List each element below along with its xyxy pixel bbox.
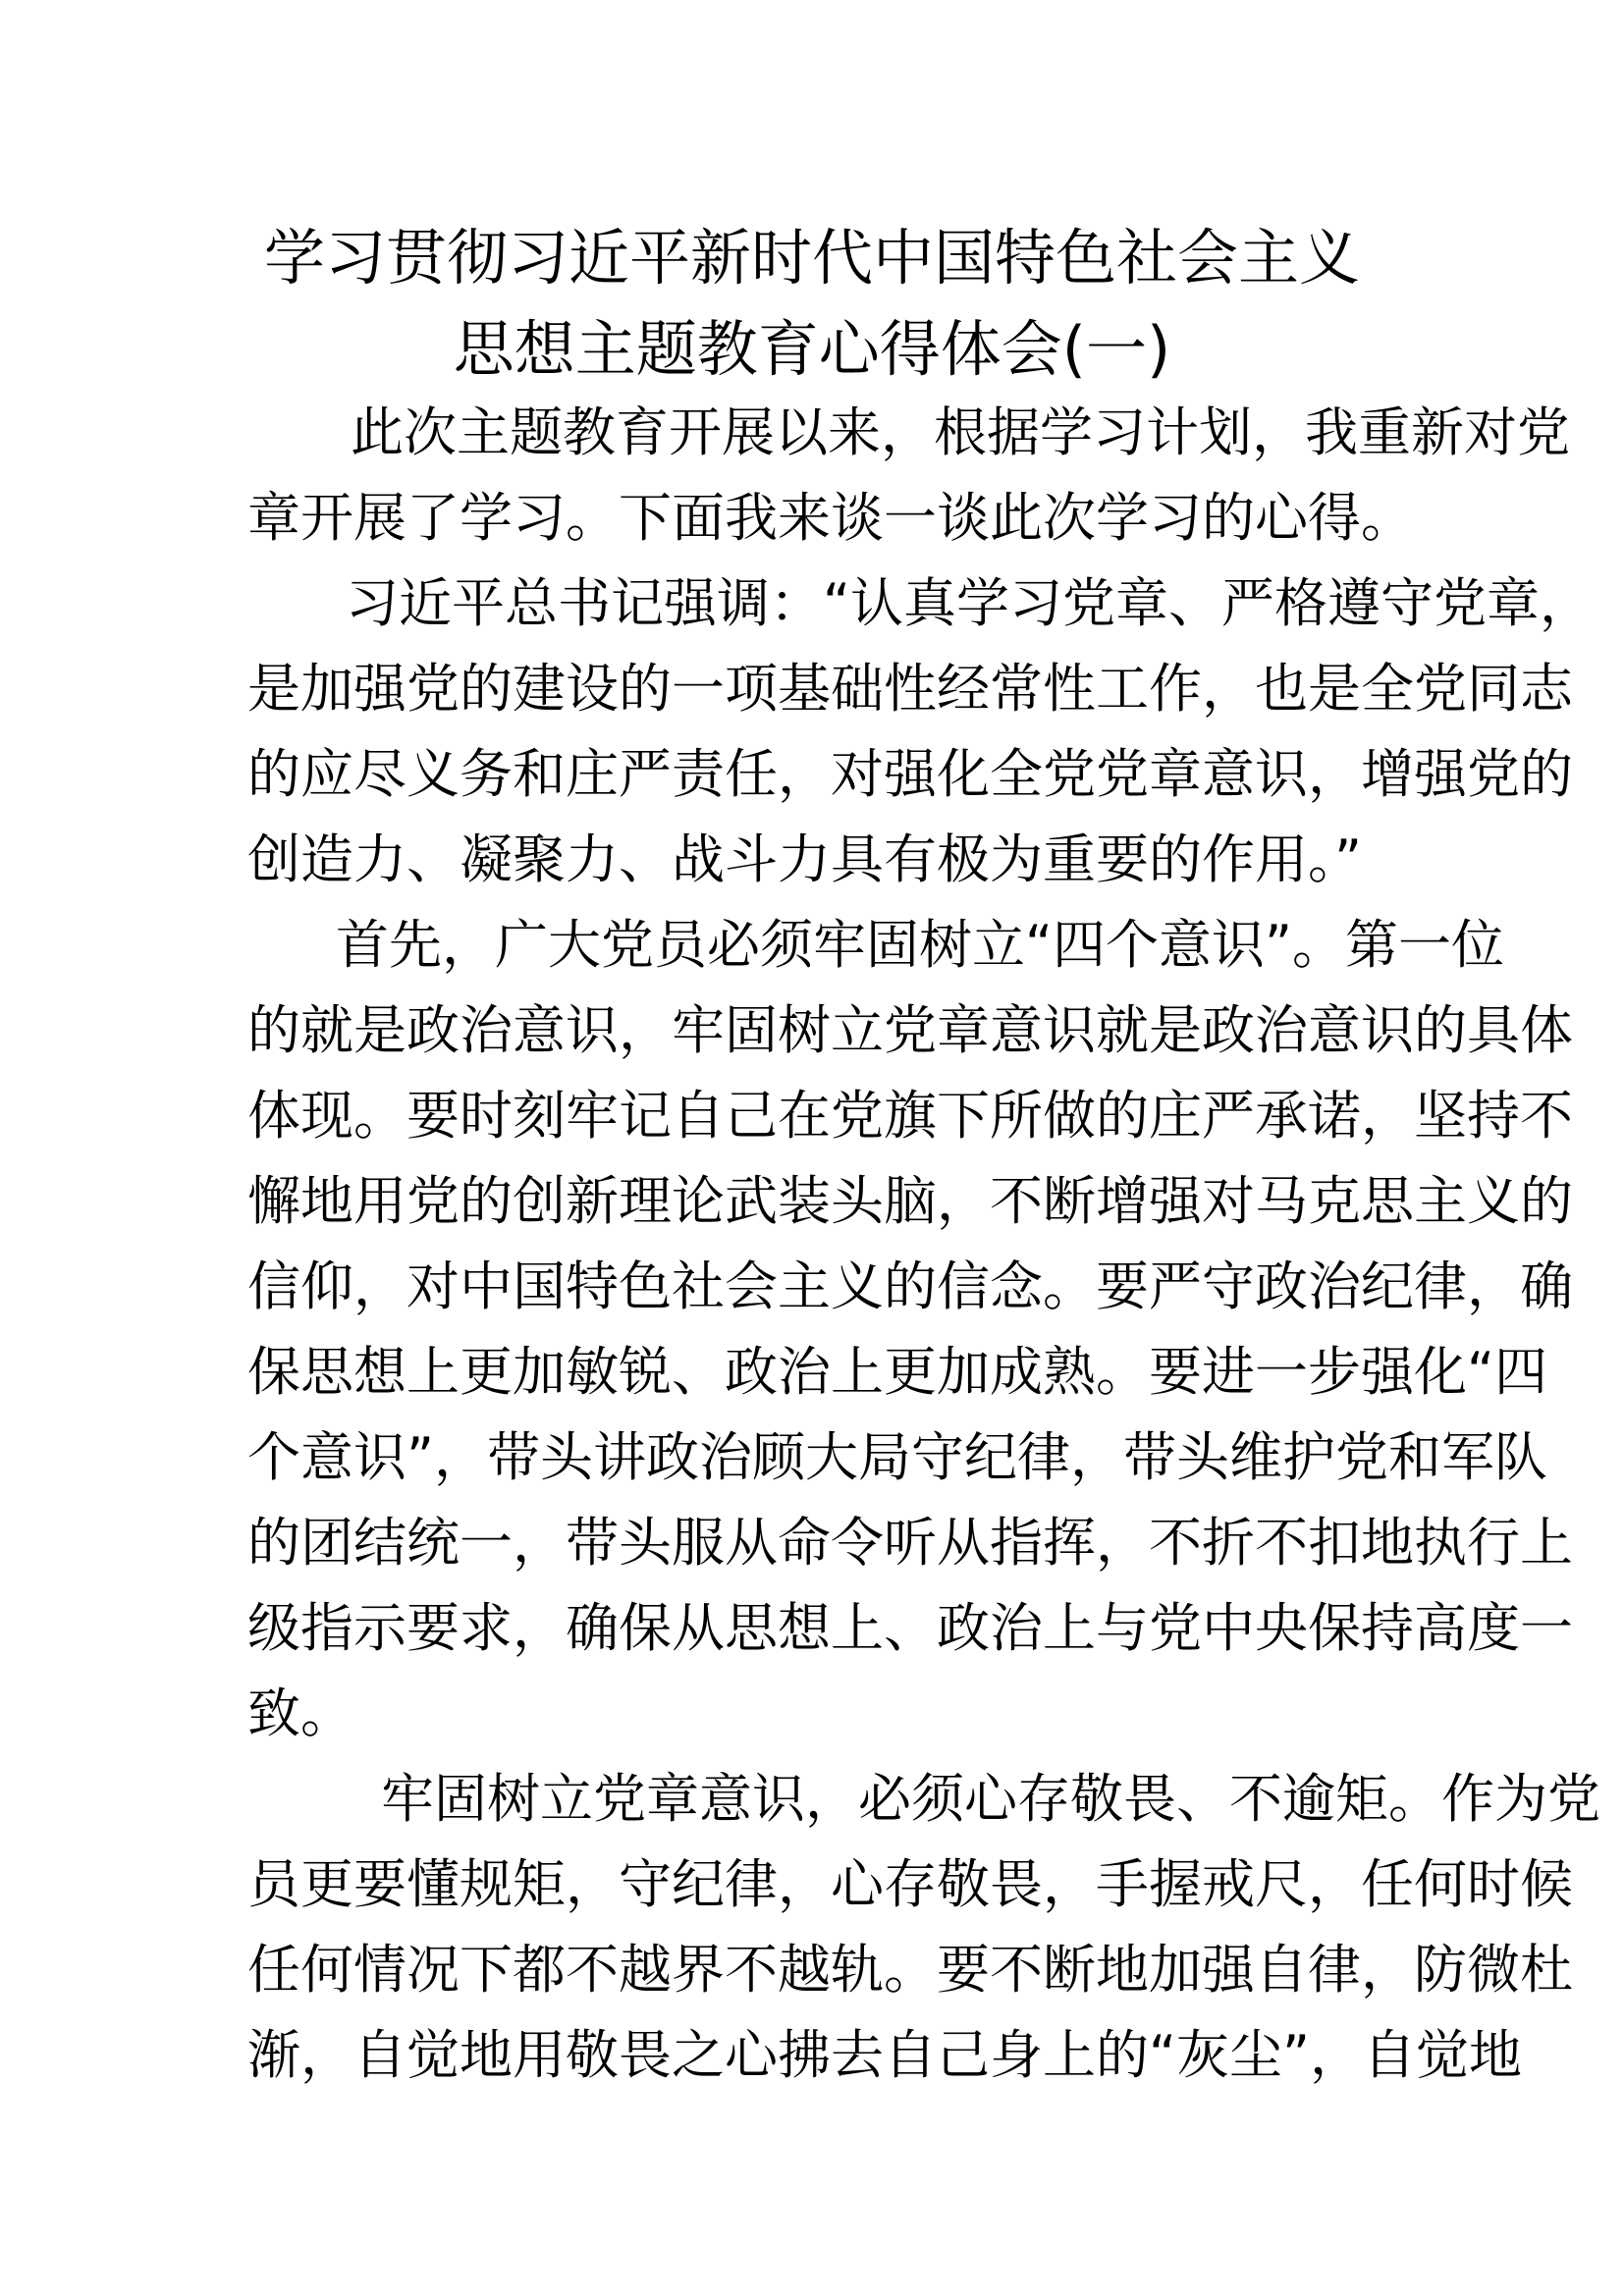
paragraph-line: 懈地用党的创新理论武装头脑，不断增强对马克思主义的 [247, 1170, 1573, 1232]
paragraph-line: 的就是政治意识，牢固树立党章意识就是政治意识的具体 [247, 999, 1573, 1061]
paragraph [247, 561, 1593, 902]
document-body [247, 390, 1600, 2098]
paragraph [247, 902, 1573, 1756]
paragraph-line: 是加强党的建设的一项基础性经常性工作，也是全党同志 [247, 658, 1573, 720]
paragraph [247, 390, 1570, 561]
paragraph-line: 牢固树立党章意识，必须心存敬畏、不逾矩。作为党 [381, 1768, 1600, 1830]
paragraph-line: 体现。要时刻牢记自己在党旗下所做的庄严承诺，坚持不 [247, 1085, 1573, 1147]
paragraph-line: 此次主题教育开展以来，根据学习计划，我重新对党 [351, 401, 1570, 463]
paragraph-line: 个意识”，带头讲政治顾大局守纪律，带头维护党和军队 [247, 1426, 1547, 1488]
paragraph-line: 创造力、凝聚力、战斗力具有极为重要的作用。” [247, 828, 1362, 890]
document-title-line-1: 学习贯彻习近平新时代中国特色社会主义 [263, 222, 1360, 294]
paragraph-line: 的应尽义务和庄严责任，对强化全党党章意识，增强党的 [247, 743, 1573, 805]
paragraph-line: 的团结统一，带头服从命令听从指挥，不折不扣地执行上 [247, 1512, 1573, 1574]
document-title-line-2: 思想主题教育心得体会(一) [453, 313, 1171, 385]
paragraph-line: 员更要懂规矩，守纪律，心存敬畏，手握戒尺，任何时候 [247, 1853, 1573, 1915]
paragraph-line: 任何情况下都不越界不越轨。要不断地加强自律，防微杜 [247, 1939, 1573, 2001]
paragraph-line: 渐，自觉地用敬畏之心拂去自己身上的“灰尘”，自觉地 [247, 2024, 1522, 2086]
paragraph-line: 习近平总书记强调：“认真学习党章、严格遵守党章， [346, 572, 1593, 634]
paragraph-line: 保思想上更加敏锐、政治上更加成熟。要进一步强化“四 [247, 1341, 1547, 1403]
paragraph [247, 1756, 1600, 2098]
paragraph-line: 首先，广大党员必须牢固树立“四个意识”。第一位 [336, 914, 1504, 976]
paragraph-line: 信仰，对中国特色社会主义的信念。要严守政治纪律，确 [247, 1255, 1573, 1317]
paragraph-line: 级指示要求，确保从思想上、政治上与党中央保持高度一 [247, 1597, 1573, 1659]
paragraph-line: 致。 [247, 1682, 353, 1744]
paragraph-line: 章开展了学习。下面我来谈一谈此次学习的心得。 [247, 487, 1414, 549]
